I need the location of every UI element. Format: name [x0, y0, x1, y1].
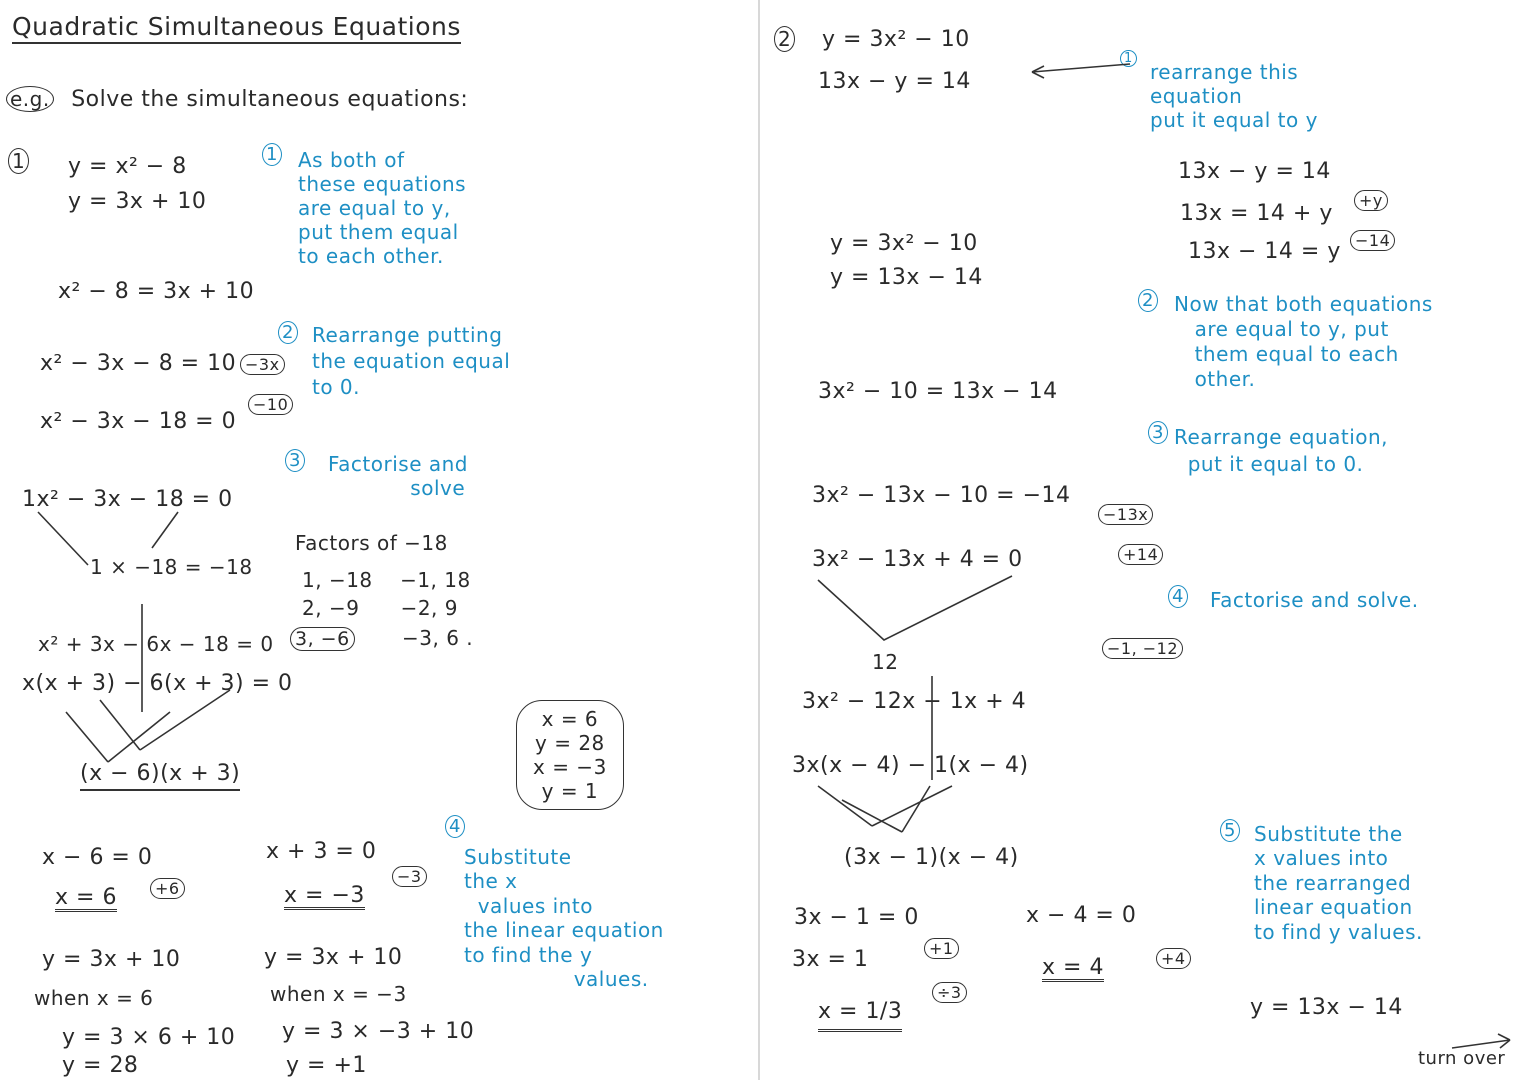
step-1-note: As both of these equations are equal to y, put them equal to each other. [298, 148, 467, 268]
factored-equation: (x − 6)(x + 3) [80, 762, 240, 791]
op-minus-13x: −13x [1098, 502, 1153, 525]
note-2-number: 2 [1138, 292, 1158, 311]
answer-bubble: x = 6 y = 28 x = −3 y = 1 [516, 700, 624, 810]
solution-2-op: +4 [1156, 946, 1191, 969]
factor-arrow-1 [818, 786, 872, 826]
solution-2-x: x = 4 [1042, 956, 1104, 982]
substitution-2-line-2: when x = −3 [270, 982, 407, 1006]
solution-1-op: +6 [150, 876, 185, 899]
split-equation: 3x² − 12x − 1x + 4 [802, 689, 1027, 714]
system-equation-1: y = 3x² − 10 [830, 231, 978, 256]
factor-arrow-2 [108, 712, 170, 762]
factor-arrow-4 [902, 786, 930, 832]
step-4-number: 4 [445, 818, 465, 837]
step-3-number: 3 [285, 452, 305, 471]
factor-pair: −1, −12 [1102, 636, 1183, 659]
left-page [0, 0, 758, 1080]
page-divider [758, 0, 760, 1080]
note-1-number: 1 [1120, 48, 1137, 67]
note-3-number: 3 [1148, 424, 1168, 443]
substitution-2-line-1: y = 3x + 10 [264, 945, 403, 970]
solution-2-x: x = −3 [284, 884, 365, 910]
question-2-number: 2 [774, 28, 795, 51]
step-3-note: Factorise and solve [328, 452, 468, 500]
equation-1: y = 3x² − 10 [822, 27, 970, 52]
factor-link [818, 576, 1012, 640]
combined-equation: 3x² − 10 = 13x − 14 [818, 379, 1058, 404]
factors-row-1: 1, −18 −1, 18 [302, 568, 471, 592]
note-2-text: Now that both equations are equal to y, put them equal to each other. [1174, 292, 1433, 391]
rearranged-equation-2: 3x² − 13x + 4 = 0 [812, 547, 1023, 572]
factor-arrow-3 [100, 700, 140, 750]
rearranged-equation-1: x² − 3x − 8 = 10 [40, 351, 237, 376]
question-1-number: 1 [8, 150, 29, 173]
factors-row-3-chosen: 3, −6 [290, 628, 355, 650]
note-4-number: 4 [1168, 588, 1188, 607]
op-minus-14: −14 [1350, 228, 1395, 251]
substitution-1-line-3: y = 3 × 6 + 10 [62, 1025, 236, 1050]
solution-1-line-2: 3x = 1 [792, 947, 869, 972]
factor-arrow-2 [872, 786, 952, 826]
turn-over-arrow-head [1498, 1034, 1510, 1048]
substitution-1-line-4: y = 28 [62, 1053, 139, 1078]
solution-1-x: x = 1/3 [818, 1000, 902, 1032]
substitution-2-line-3: y = 3 × −3 + 10 [282, 1019, 475, 1044]
op-minus-10: −10 [248, 392, 293, 415]
equation-2: 13x − y = 14 [818, 69, 971, 94]
equation-2: y = 3x + 10 [68, 189, 207, 214]
split-equation: x² + 3x − 6x − 18 = 0 [38, 632, 274, 656]
substitution-1-line-2: when x = 6 [34, 986, 154, 1010]
substitution-2-line-4: y = +1 [286, 1053, 367, 1078]
solution-2-line-1: x − 4 = 0 [1026, 903, 1137, 928]
step-4-note: Substitute the x values into the linear equation to find the y values. [464, 845, 664, 991]
factors-row-2: 2, −9 −2, 9 [302, 596, 458, 620]
grouped-equation: 3x(x − 4) − 1(x − 4) [792, 753, 1029, 778]
note-5-text: Substitute the x values into the rearranged linear equation to find y values. [1254, 822, 1423, 944]
rearranged-equation-2: x² − 3x − 18 = 0 [40, 409, 237, 434]
solution-1-x: x = 6 [55, 886, 117, 912]
op-plus-y: +y [1354, 188, 1388, 211]
factors-title: Factors of −18 [295, 531, 448, 555]
note-5-number: 5 [1220, 822, 1240, 841]
solution-2-op: −3 [392, 864, 427, 887]
rearrange-step-3: 13x − 14 = y [1188, 239, 1341, 264]
note-4-text: Factorise and solve. [1210, 588, 1419, 612]
linear-equation: y = 13x − 14 [1250, 995, 1403, 1020]
turn-over-label: turn over [1418, 1048, 1506, 1069]
example-label: e.g. [6, 86, 54, 112]
combined-equation: x² − 8 = 3x + 10 [58, 279, 255, 304]
product-ac: 12 [872, 650, 899, 674]
factors-row-3: −3, 6 . [402, 626, 474, 650]
step-2-number: 2 [278, 324, 298, 343]
turn-over-arrow [1452, 1040, 1510, 1048]
solution-1-line-1: 3x − 1 = 0 [794, 905, 919, 930]
factor-arrow-3 [842, 800, 902, 832]
product-ac: 1 × −18 = −18 [90, 555, 253, 579]
rearranged-equation-1: 3x² − 13x − 10 = −14 [812, 483, 1071, 508]
solution-1-equation: x − 6 = 0 [42, 845, 153, 870]
system-equation-2: y = 13x − 14 [830, 265, 983, 290]
rearrange-step-2: 13x = 14 + y [1180, 201, 1333, 226]
step-2-note: Rearrange putting the equation equal to 0. [312, 323, 511, 399]
equation-1: y = x² − 8 [68, 154, 187, 179]
step-1-number: 1 [262, 146, 282, 165]
right-page [762, 0, 1525, 1080]
factor-link-left [38, 512, 88, 565]
solution-1-op-1: +1 [924, 936, 959, 959]
rearrange-step-1: 13x − y = 14 [1178, 159, 1331, 184]
page-title: Quadratic Simultaneous Equations [12, 14, 461, 44]
factored-equation: (3x − 1)(x − 4) [844, 845, 1019, 870]
note-3-text: Rearrange equation, put it equal to 0. [1174, 425, 1389, 476]
solution-2-equation: x + 3 = 0 [266, 839, 377, 864]
solution-1-op-2: ÷3 [932, 980, 967, 1003]
factor-link-right [152, 512, 178, 548]
factor-arrow-1 [66, 712, 108, 762]
note-1-text: rearrange this equation put it equal to y [1150, 60, 1318, 132]
arrow-head-1 [1032, 66, 1044, 78]
arrow-to-note-1 [1032, 64, 1130, 72]
factor-equation: 1x² − 3x − 18 = 0 [22, 487, 233, 512]
op-minus-3x: −3x [240, 352, 285, 375]
example-text: Solve the simultaneous equations: [71, 87, 469, 112]
substitution-1-line-1: y = 3x + 10 [42, 947, 181, 972]
example-row [6, 88, 468, 111]
factor-arrow-4 [140, 690, 230, 750]
op-plus-14: +14 [1118, 542, 1163, 565]
grouped-equation: x(x + 3) − 6(x + 3) = 0 [22, 671, 293, 696]
